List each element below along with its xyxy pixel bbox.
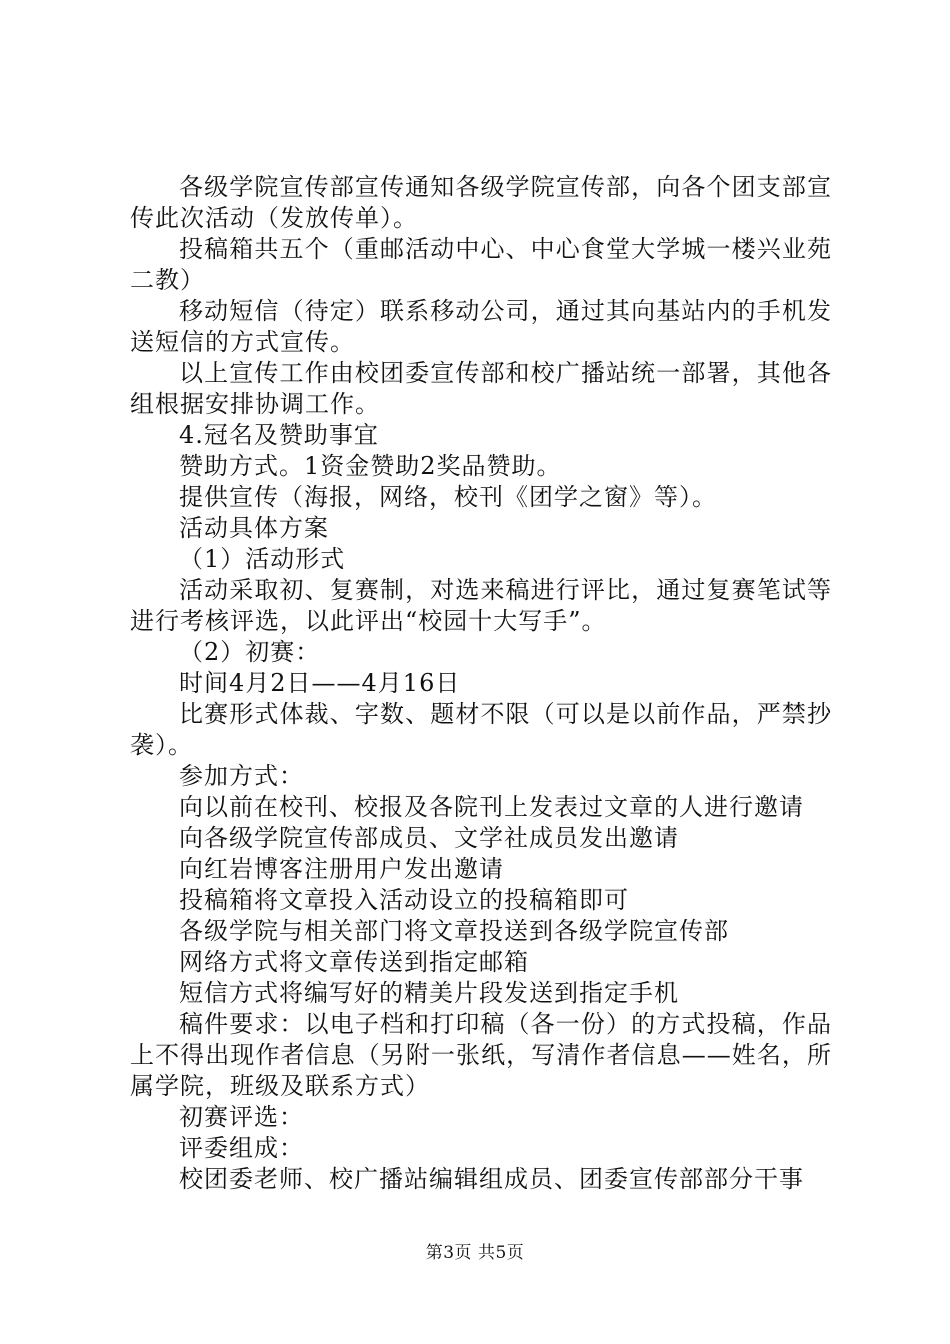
list-item-college-submission: 各级学院与相关部门将文章投送到各级学院宣传部 bbox=[179, 917, 729, 945]
paragraph-judges-members: 校团委老师、校广播站编辑组成员、团委宣传部部分干事 bbox=[179, 1165, 804, 1193]
paragraph-submission-boxes: 投稿箱共五个（重邮活动中心、中心食堂大学城一楼兴业苑二教） bbox=[130, 235, 832, 294]
list-item-invite-blog-users: 向红岩博客注册用户发出邀请 bbox=[179, 855, 504, 883]
paragraph-manuscript-requirements: 稿件要求：以电子档和打印稿（各一份）的方式投稿，作品上不得出现作者信息（另附一张纸，写清作者信息——姓名，所属学院，班级及联系方式） bbox=[130, 1010, 832, 1100]
paragraph-publicity-coordination: 以上宣传工作由校团委宣传部和校广播站统一部署，其他各组根据安排协调工作。 bbox=[130, 359, 832, 418]
list-item-email-submission: 网络方式将文章传送到指定邮箱 bbox=[179, 948, 529, 976]
paragraph-sponsorship-methods: 赞助方式。1资金赞助2奖品赞助。 bbox=[179, 452, 562, 480]
paragraph-provide-publicity: 提供宣传（海报，网络，校刊《团学之窗》等）。 bbox=[179, 483, 717, 511]
heading-preliminary: （2）初赛： bbox=[179, 638, 321, 666]
heading-activity-format: （1）活动形式 bbox=[179, 545, 346, 573]
page-number-footer: 第3页 共5页 bbox=[425, 1243, 525, 1263]
list-item-sms-submission: 短信方式将编写好的精美片段发送到指定手机 bbox=[179, 979, 679, 1007]
heading-participation: 参加方式： bbox=[179, 762, 304, 790]
list-item-invite-members: 向各级学院宣传部成员、文学社成员发出邀请 bbox=[179, 824, 679, 852]
list-item-submission-box: 投稿箱将文章投入活动设立的投稿箱即可 bbox=[179, 886, 629, 914]
heading-preliminary-selection: 初赛评选： bbox=[179, 1103, 304, 1131]
heading-judges: 评委组成： bbox=[179, 1134, 304, 1162]
paragraph-competition-format: 比赛形式体裁、字数、题材不限（可以是以前作品，严禁抄袭）。 bbox=[130, 700, 832, 759]
paragraph-activity-format: 活动采取初、复赛制，对选来稿进行评比，通过复赛笔试等进行考核评选，以此评出“校园十大写手”。 bbox=[130, 576, 832, 635]
paragraph-preliminary-time: 时间4月2日——4月16日 bbox=[179, 669, 461, 697]
list-item-invite-authors: 向以前在校刊、校报及各院刊上发表过文章的人进行邀请 bbox=[179, 793, 804, 821]
heading-activity-plan: 活动具体方案 bbox=[179, 514, 329, 542]
paragraph-sms-publicity: 移动短信（待定）联系移动公司，通过其向基站内的手机发送短信的方式宣传。 bbox=[130, 297, 832, 356]
paragraph-publicity-notice: 各级学院宣传部宣传通知各级学院宣传部，向各个团支部宣传此次活动（发放传单）。 bbox=[130, 173, 832, 232]
document-body bbox=[130, 172, 832, 1195]
heading-sponsorship: 4.冠名及赞助事宜 bbox=[179, 421, 379, 449]
